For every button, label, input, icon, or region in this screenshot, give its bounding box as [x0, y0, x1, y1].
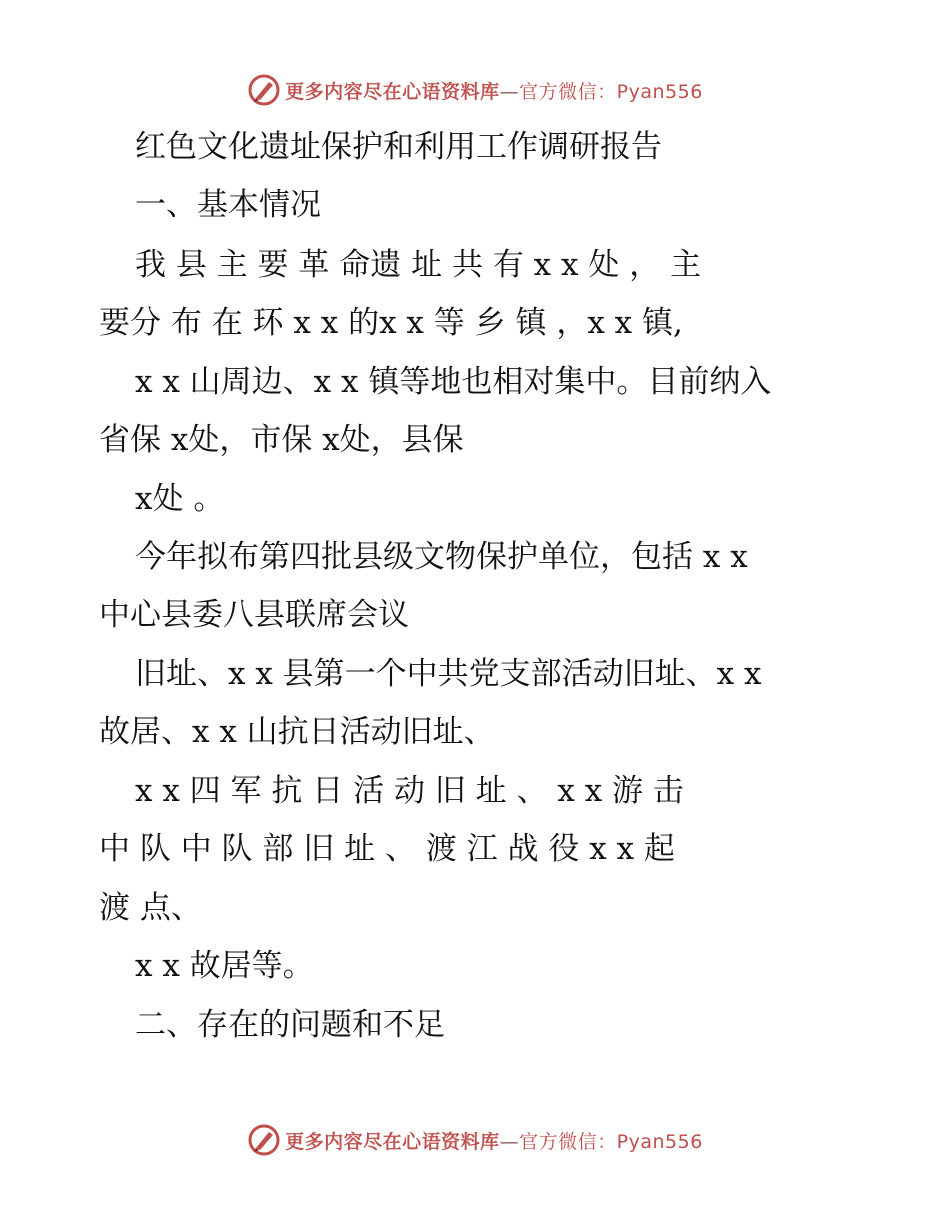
section-heading-2: 二、存在的问题和不足 — [135, 1007, 445, 1043]
watermark-wechat-text: 官方微信：Pyan556 — [519, 1130, 703, 1153]
watermark-main-text: 更多内容尽在心语资料库 — [285, 80, 500, 103]
paragraph-line: 今年拟布第四批县级文物保护单位，包括 x x — [135, 539, 748, 575]
quill-pen-icon — [247, 1123, 281, 1157]
paragraph-line: 中 队 中 队 部 旧 址 、 渡 江 战 役 x x 起 — [99, 831, 675, 867]
paragraph-line: 中心县委八县联席会议 — [99, 597, 409, 633]
section-heading-1: 一、基本情况 — [135, 187, 321, 223]
paragraph-line: x x 故居等。 — [135, 948, 314, 984]
watermark-wechat-text: 官方微信：Pyan556 — [519, 80, 703, 103]
paragraph-line: 我 县 主 要 革 命遗 址 共 有 x x 处 ， 主 — [135, 247, 702, 283]
paragraph-line: x x 山周边、x x 镇等地也相对集中。目前纳入 — [135, 364, 772, 400]
paragraph-line: 要分 布 在 环 x x 的x x 等 乡 镇 ，x x 镇, — [99, 305, 683, 341]
watermark-separator: — — [499, 1130, 520, 1153]
watermark-separator: — — [499, 80, 520, 103]
document-title: 红色文化遗址保护和利用工作调研报告 — [135, 129, 662, 165]
paragraph-line: 旧址、x x 县第一个中共党支部活动旧址、x x — [135, 656, 762, 692]
watermark-main-text: 更多内容尽在心语资料库 — [285, 1130, 500, 1153]
watermark-text — [285, 1127, 703, 1154]
footer-watermark — [0, 1120, 950, 1160]
paragraph-line: x x 四 军 抗 日 活 动 旧 址 、 x x 游 击 — [135, 773, 684, 809]
paragraph-line: 渡 点、 — [99, 890, 202, 926]
paragraph-line: 省保 x处，市保 x处，县保 — [99, 422, 464, 458]
paragraph-line: 故居、x x 山抗日活动旧址、 — [99, 714, 495, 750]
paragraph-line: x处 。 — [135, 481, 225, 517]
